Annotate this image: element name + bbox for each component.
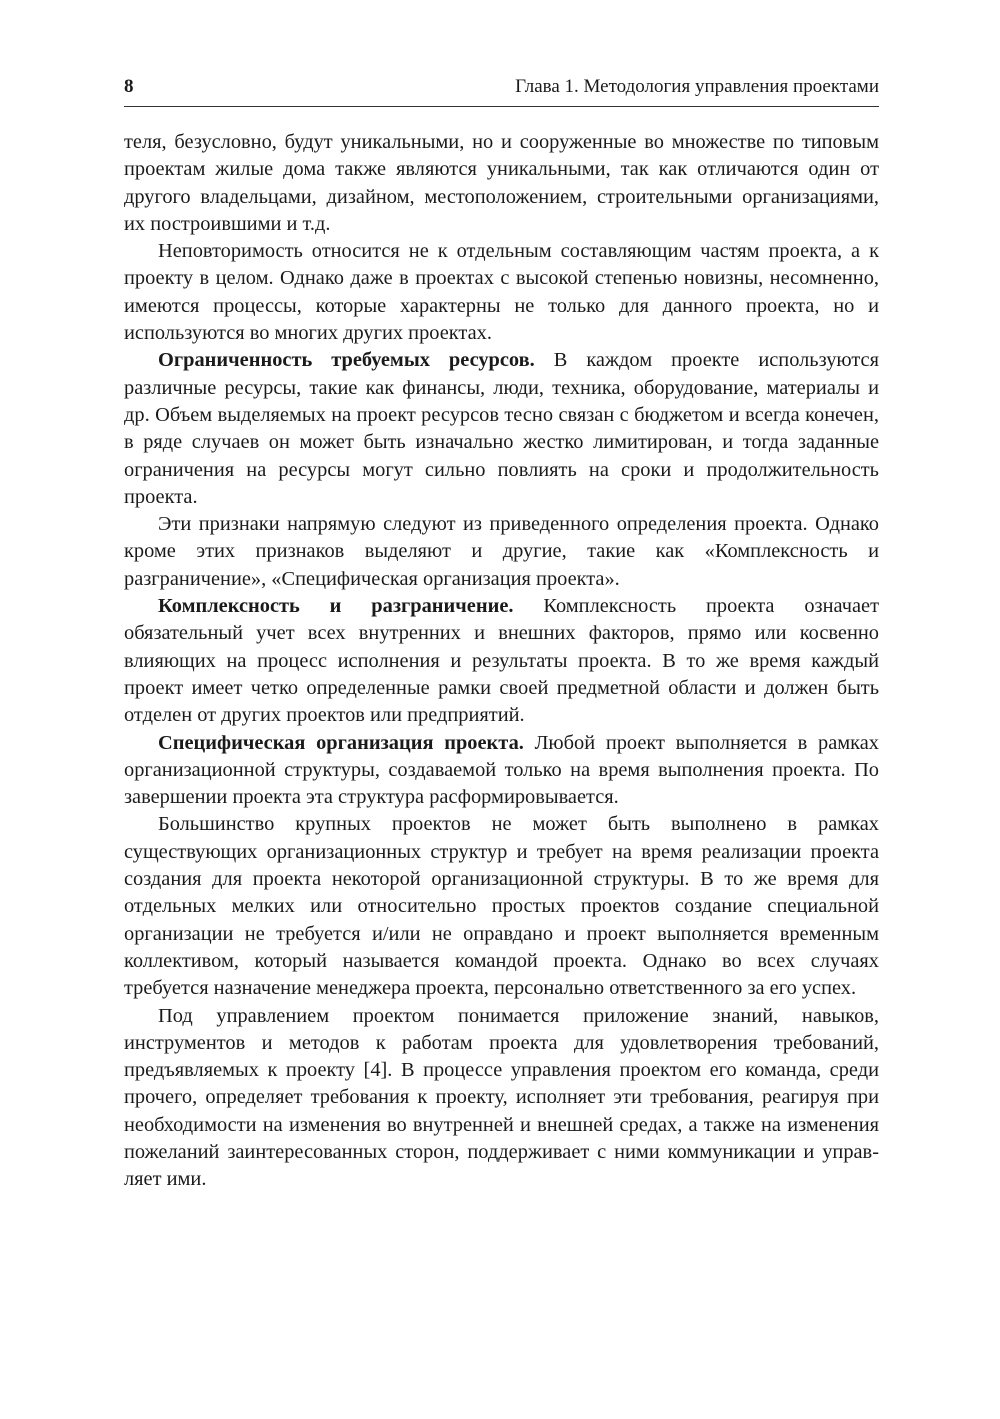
book-page [124, 72, 879, 1194]
paragraph-complexity [124, 593, 879, 729]
paragraph-lead: Комплексность и разграничение. [158, 595, 514, 618]
page-number: 8 [124, 76, 134, 97]
paragraph-uniqueness [124, 238, 879, 347]
body-text [124, 129, 879, 1194]
paragraph-text: теля, безусловно, будут уникальными, но и сооруженные во множестве по типовым проектам жилые дома также являются уникальными, так как отличаются один от другого владельцами, дизайном, местоположением, строительными организациями, их построившими и т.д. [124, 131, 879, 235]
paragraph-project-management [124, 1003, 879, 1194]
paragraph-limited-resources [124, 347, 879, 511]
paragraph-continuation [124, 129, 879, 238]
paragraph-features [124, 511, 879, 593]
paragraph-specific-organization [124, 730, 879, 812]
paragraph-text: В каждом проекте используются различные ресурсы, такие как финансы, люди, техника, оборудование, материалы и др. Объем выделяемых на проект ресурсов тесно связан с бюджетом и всегда конечен, в ряде случаев он может быть изначально жестко лимитирован, и тогда заданные ограничения на ресурсы могут сильно повлиять на сроки и продолжительность проекта. [124, 349, 879, 508]
header-rule [124, 106, 879, 107]
paragraph-text: Неповторимость относится не к отдельным составляющим частям проекта, а к проекту в целом. Однако даже в проектах с высокой степенью новизны, несомненно, имеются процессы, которые характерны не только для данного проекта, но и используются во многих других проектах. [124, 240, 879, 345]
running-head [124, 72, 879, 102]
chapter-title: Глава 1. Методология управления проектами [515, 76, 879, 97]
paragraph-lead: Специфическая организация проекта. [158, 731, 524, 754]
paragraph-text: Любой проект выполняется в рамках организационной структуры, создаваемой только на время выполнения проекта. По завершении проекта эта структура расформировывается. [124, 731, 879, 809]
paragraph-text: Эти признаки напрямую следуют из приведенного определения проекта. Однако кроме этих признаков выделяют и другие, такие как «Комплексность и разграничение», «Специфическая организация проекта». [124, 513, 879, 590]
paragraph-text: Под управлением проектом понимается приложение знаний, навыков, инструментов и методов к работам проекта для удовлетворения требований, предъявляемых к проекту [4]. В процессе управления проектом его команда, среди прочего, определяет требования к проекту, исполняет эти требования, реагируя при необходимости на изменения во внутренней и внешней средах, а также на изменения пожеланий заинтересованных сторон, поддерживает с ними коммуникации и управляет ими. [124, 1004, 879, 1191]
paragraph-text: Большинство крупных проектов не может быть выполнено в рамках существующих организационных структур и требует на время реализации проекта создания для проекта некоторой организационной структуры. В то же время для отдельных мелких или относительно простых проектов создание специальной организации не требуется и/или не оправдано и проект выполняется временным коллективом, который называется командой проекта. Однако во всех случаях требуется назначение менеджера проекта, персонально ответственного за его успех. [124, 813, 879, 1000]
paragraph-large-projects [124, 811, 879, 1002]
paragraph-text: Комплексность проекта означает обязательный учет всех внутренних и внешних факторов, прямо или косвенно влияющих на процесс исполнения и результаты проекта. В то же время каждый проект имеет четко определенные рамки своей предметной области и должен быть отделен от других проектов или предприятий. [124, 595, 879, 727]
paragraph-lead: Ограниченность требуемых ресурсов. [158, 349, 535, 372]
